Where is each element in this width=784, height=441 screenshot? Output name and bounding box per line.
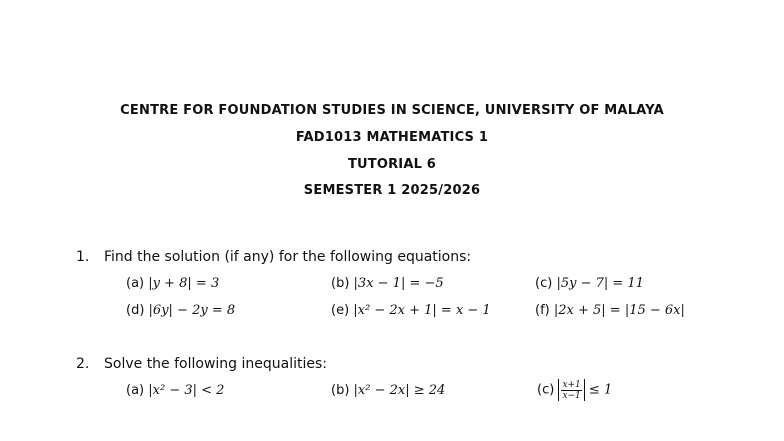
part-label: (a) <box>126 383 145 398</box>
question-2-number: 2. <box>76 356 90 372</box>
question-1-number: 1. <box>76 249 90 265</box>
question-1-part-b <box>331 276 444 291</box>
part-expression: |3x − 1| = −5 <box>353 276 444 291</box>
part-expression: |5y − 7| = 11 <box>556 276 644 291</box>
question-1-part-f <box>535 303 685 318</box>
question-2-part-c <box>537 379 612 401</box>
question-1-text: Find the solution (if any) for the following equations: <box>104 249 472 265</box>
fraction-numerator: x+1 <box>562 379 581 390</box>
part-expression: ≤ 1 <box>588 382 613 398</box>
question-2-part-a <box>126 383 224 398</box>
question-1-part-d <box>126 303 235 318</box>
question-2-text: Solve the following inequalities: <box>104 356 328 372</box>
question-1-part-c <box>535 276 644 291</box>
part-label: (b) <box>331 383 350 398</box>
fraction-denominator: x−1 <box>562 390 581 401</box>
part-expression: |x² − 2x + 1| = x − 1 <box>353 303 491 318</box>
part-expression: |y + 8| = 3 <box>148 276 220 291</box>
question-1-part-e <box>331 303 491 318</box>
part-expression: |6y| − 2y = 8 <box>148 303 236 318</box>
part-label: (d) <box>126 303 145 318</box>
part-expression: |2x + 5| = |15 − 6x| <box>553 303 685 318</box>
header-course: FAD1013 MATHEMATICS 1 <box>295 130 489 145</box>
header-semester: SEMESTER 1 2025/2026 <box>303 183 481 198</box>
header-institution: CENTRE FOR FOUNDATION STUDIES IN SCIENCE, UNIVERSITY OF MALAYA <box>120 103 664 118</box>
question-2-part-b <box>331 383 445 398</box>
fraction <box>561 380 581 401</box>
part-label: (a) <box>126 276 145 291</box>
part-expression: |x² − 2x| ≥ 24 <box>353 383 446 398</box>
abs-bar-right <box>584 379 585 401</box>
part-label: (e) <box>331 303 350 318</box>
question-1-part-a <box>126 276 219 291</box>
part-label: (b) <box>331 276 350 291</box>
part-label: (f) <box>535 303 550 318</box>
part-label: (c) <box>535 276 553 291</box>
part-label: (c) <box>537 382 555 398</box>
part-expression: |x² − 3| < 2 <box>148 383 225 398</box>
abs-bar-left <box>558 379 559 401</box>
header-tutorial: TUTORIAL 6 <box>347 157 437 172</box>
